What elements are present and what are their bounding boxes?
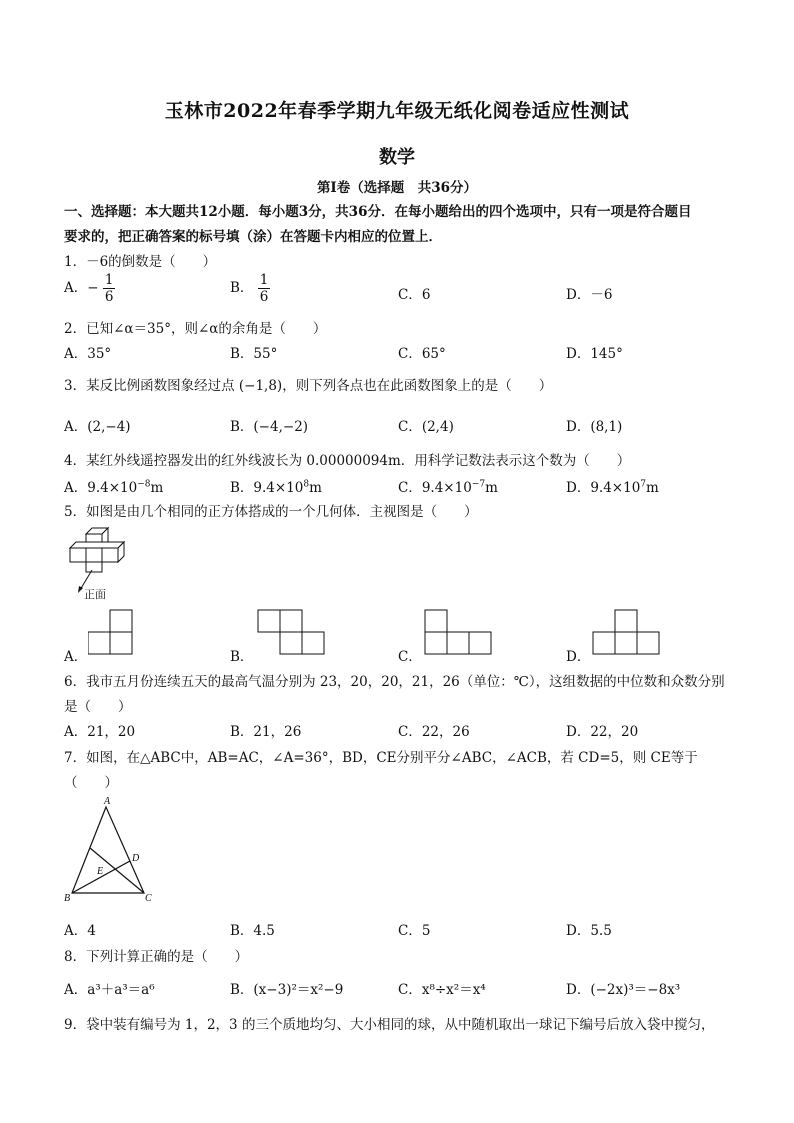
part-title: 第Ⅰ卷（选择题 共36分） <box>316 180 478 196</box>
q5-option-a-view <box>88 608 136 660</box>
q4-option-b: B．$9.4\times 10^8m$ <box>230 479 322 496</box>
q6-stem-1: 6．我市五月份连续五天的最高气温分别为 23，20，20，21，26（单位：℃），这组数据的中位数和众数分别 <box>64 674 725 690</box>
q6-option-c: C．22，26 <box>398 724 470 740</box>
q4-option-d: D．$9.4\times 10^7m$ <box>566 479 659 496</box>
q7-option-d: D．5.5 <box>566 923 612 939</box>
q7-label-e: E <box>97 866 104 877</box>
q1-option-d: D．－6 <box>566 287 613 303</box>
q8-option-d: D．(−2x)³＝−8x³ <box>566 982 681 998</box>
q1-stem: 1．－6的倒数是（ ） <box>64 254 217 270</box>
q1-a-fraction: $\frac{1}{6}$ <box>104 272 114 305</box>
q2-option-b: B．55° <box>230 346 278 362</box>
q7-label-c: C <box>145 893 152 904</box>
q2-option-d: D．145° <box>566 346 623 362</box>
q5-option-d-view <box>592 608 662 660</box>
q6-option-b: B．21，26 <box>230 724 302 740</box>
q8-option-b: B．(x−3)²＝x²−9 <box>230 982 344 998</box>
q1-b-fraction: $\frac{1}{6}$ <box>259 272 269 305</box>
q2-option-c: C．65° <box>398 346 446 362</box>
q5-option-c-view <box>424 608 494 660</box>
q6-option-d: D．22，20 <box>566 724 639 740</box>
q5-stem: 5．如图是由几个相同的正方体搭成的一个几何体．主视图是（ ） <box>64 504 478 520</box>
q4-stem: 4．某红外线遥控器发出的红外线波长为 0.00000094m．用科学记数法表示这个数为（ ） <box>64 453 631 469</box>
q3-option-c: C．(2,4) <box>398 419 454 435</box>
q5-option-a: A． <box>64 649 88 665</box>
q2-option-a: A．35° <box>64 346 112 362</box>
q1-option-b: B． $\frac{1}{6}$ <box>230 272 269 305</box>
q9-stem: 9．袋中装有编号为 1，2，3 的三个质地均匀、大小相同的球，从中随机取出一球记下编号后放入袋中搅匀， <box>64 1017 715 1033</box>
subject-title: 数学 <box>379 147 415 168</box>
q8-stem: 8．下列计算正确的是（ ） <box>64 949 249 965</box>
q7-option-b: B．4.5 <box>230 923 275 939</box>
q2-stem: 2．已知∠α＝35°，则∠α的余角是（ ） <box>64 321 327 337</box>
q6-stem-2: 是（ ） <box>64 699 132 715</box>
q3-option-a: A．(2,−4) <box>64 419 131 435</box>
q5-option-b: B． <box>230 649 254 665</box>
q7-label-b: B <box>64 893 71 904</box>
q7-stem-1: 7．如图，在△ABC中，AB=AC，∠A=36°，BD，CE分别平分∠ABC，∠ACB，若 CD=5，则 CE等于 <box>64 750 698 766</box>
q5-option-c: C． <box>398 649 422 665</box>
q8-option-c: C．x⁸÷x²＝x⁴ <box>398 982 486 998</box>
q3-option-b: B．(−4,−2) <box>230 419 309 435</box>
q7-option-c: C．5 <box>398 923 431 939</box>
q5-front-label: 正面 <box>84 588 106 601</box>
q1-option-c: C．6 <box>398 287 431 303</box>
q8-option-a: A．a³＋a³＝a⁶ <box>64 982 155 998</box>
q7-label-d: D <box>132 853 140 864</box>
q5-cube-figure <box>66 524 146 604</box>
section-instructions-1: 一、选择题：本大题共12小题．每小题3分，共36分．在每小题给出的四个选项中，只有一项是符合题目 <box>64 204 692 220</box>
q7-label-a: A <box>104 796 111 807</box>
section-instructions-2: 要求的，把正确答案的标号填（涂）在答题卡内相应的位置上． <box>64 229 442 245</box>
q6-option-a: A．21，20 <box>64 724 136 740</box>
q3-option-d: D．(8,1) <box>566 419 623 435</box>
q5-option-b-view <box>257 608 327 660</box>
q7-option-a: A．4 <box>64 923 96 939</box>
q4-option-a: A．$9.4\times 10^{-8}m$ <box>64 479 164 496</box>
q7-triangle-figure <box>60 795 160 905</box>
exam-title: 玉林市2022年春季学期九年级无纸化阅卷适应性测试 <box>164 100 630 122</box>
q4-option-c: C．$9.4\times 10^{-7}m$ <box>398 479 498 496</box>
q7-stem-2: （ ） <box>64 775 118 791</box>
q1-option-a: A．− $\frac{1}{6}$ <box>64 272 114 305</box>
q3-stem: 3．某反比例函数图象经过点 (−1,8)，则下列各点也在此函数图象上的是（ ） <box>64 378 553 394</box>
q5-option-d: D． <box>566 649 591 665</box>
